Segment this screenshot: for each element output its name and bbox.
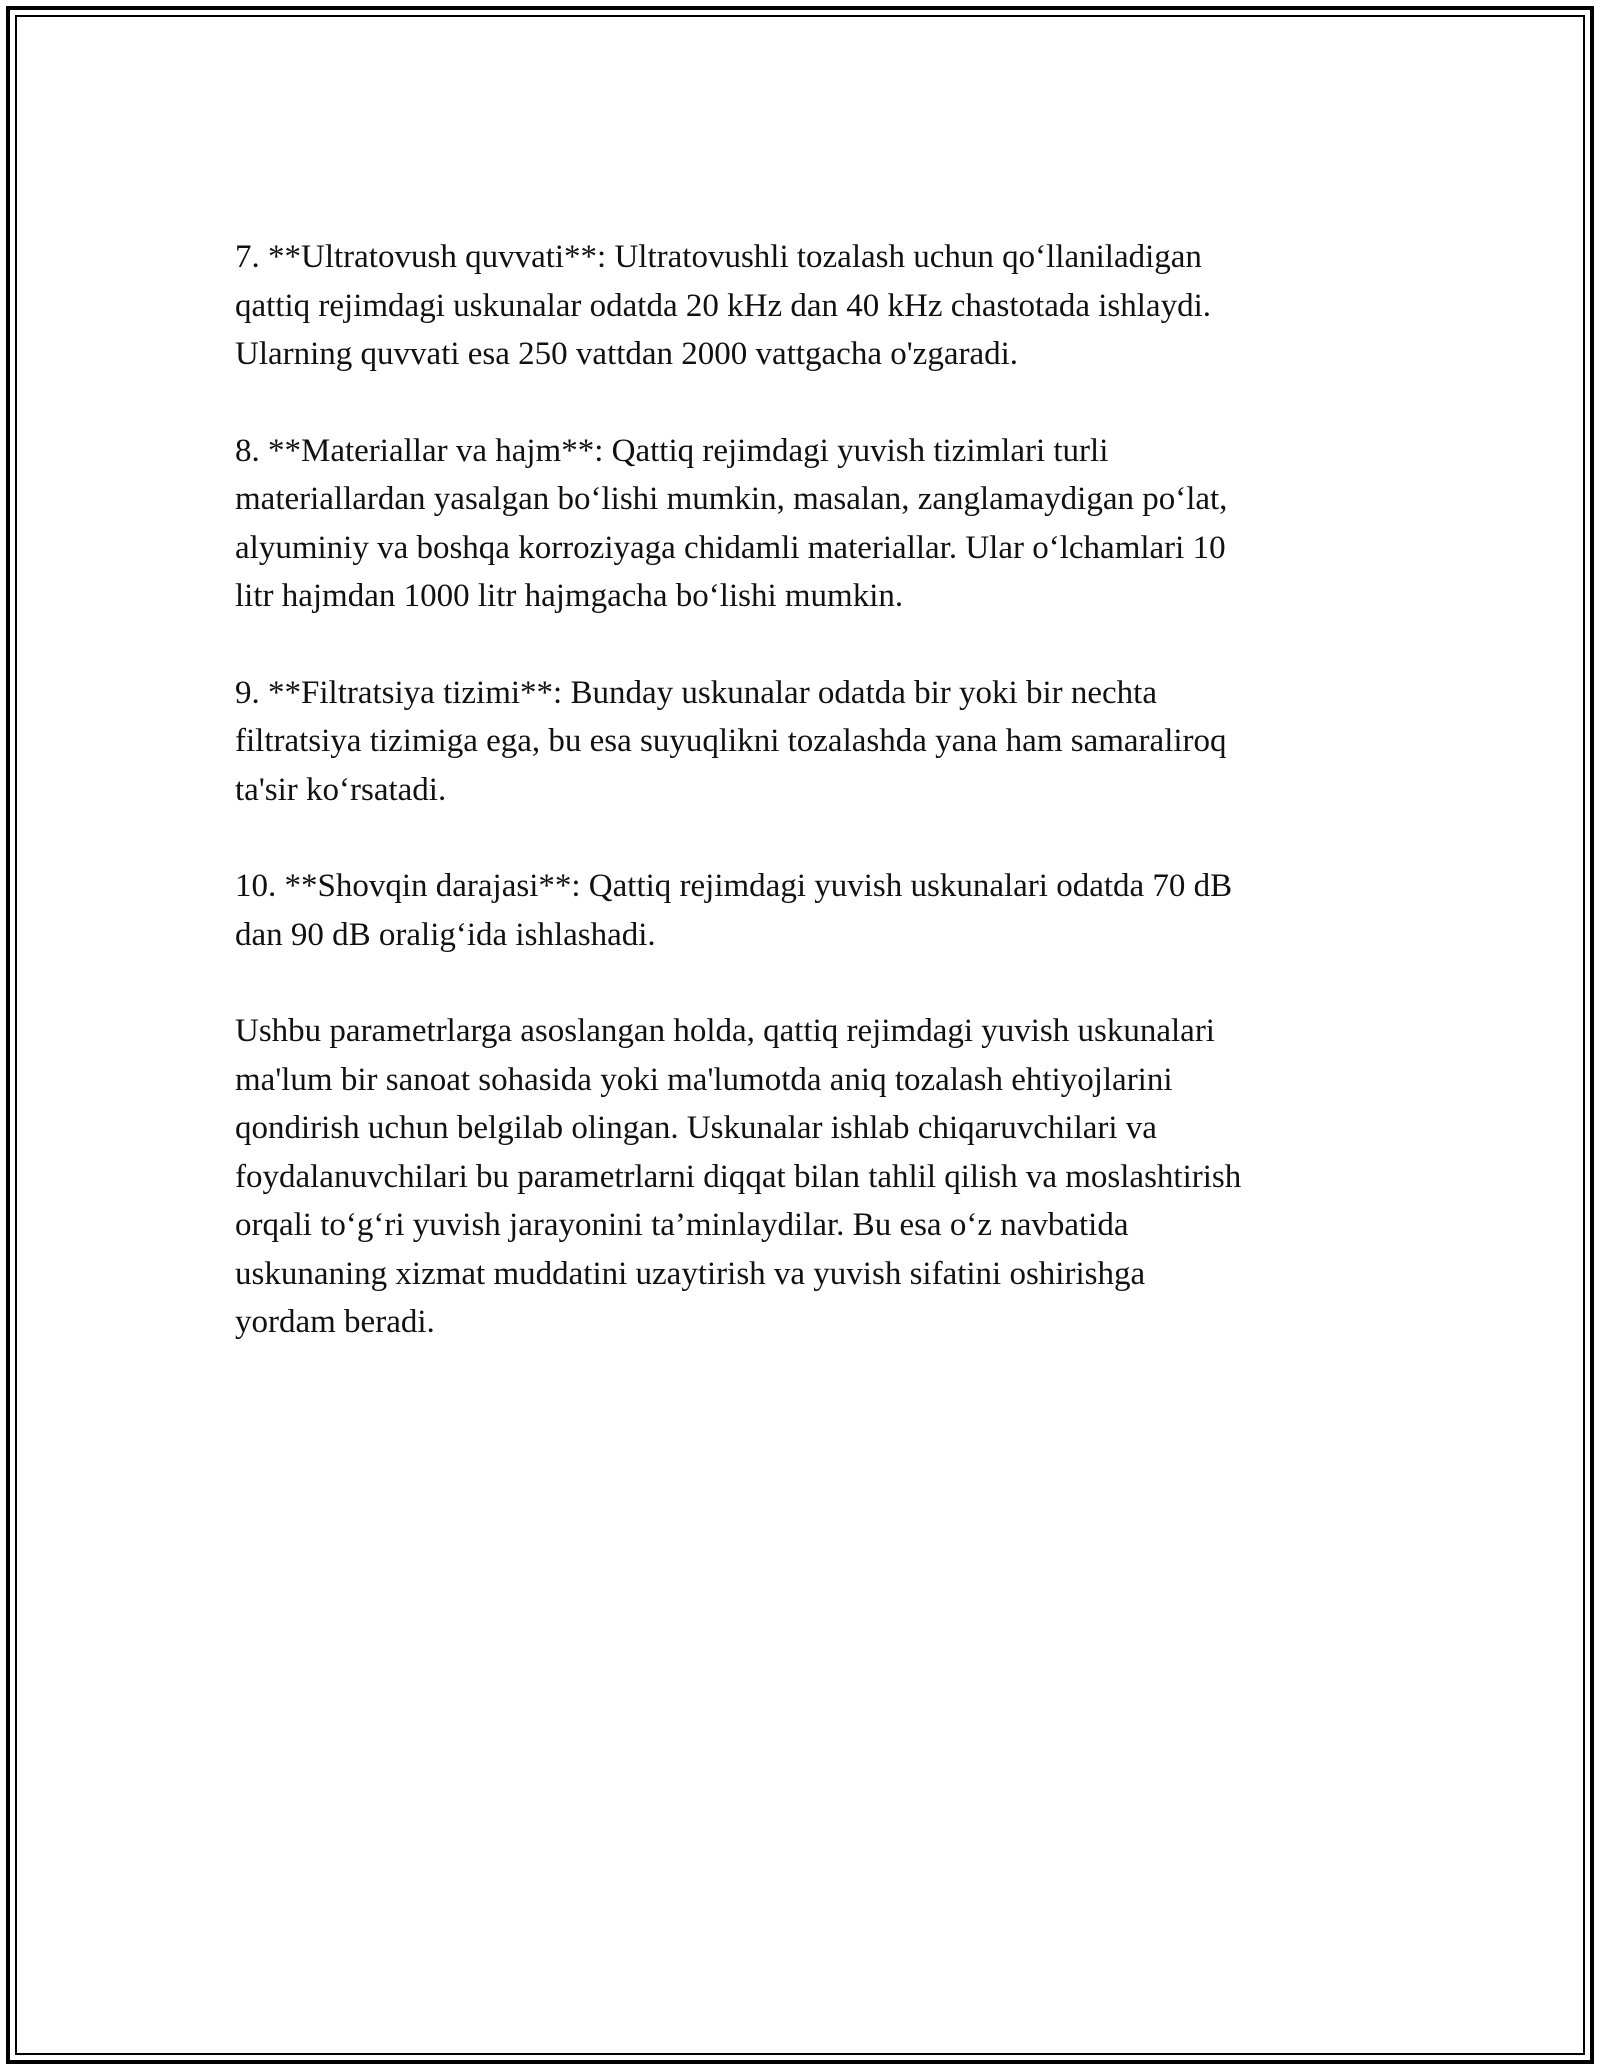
paragraph-materials-volume: 8. **Materiallar va hajm**: Qattiq rejimdagi yuvish tizimlari turli materiallardan yasalgan bo‘lishi mumkin, masalan, zanglamaydigan po‘lat, alyuminiy va boshqa korroziyaga chidamli materiallar. Ular o‘lchamlari 10 litr hajmdan 1000 litr hajmgacha bo‘lishi mumkin. [235, 432, 1228, 614]
paragraph-ultrasound-power: 7. **Ultratovush quvvati**: Ultratovushli tozalash uchun qo‘llaniladigan qattiq rejimdagi uskunalar odatda 20 kHz dan 40 kHz chastotada ishlaydi. Ularning quvvati esa 250 vattdan 2000 vattgacha o'zgaradi. [235, 239, 1211, 372]
paragraph-conclusion: Ushbu parametrlarga asoslangan holda, qattiq rejimdagi yuvish uskunalari ma'lum bir sanoat sohasida yoki ma'lumotda aniq tozalash ehtiyojlarini qondirish uchun belgilab olingan. Uskunalar ishlab chiqaruvchilari va foydalanuvchilari bu parametrlarni diqqat bilan tahlil qilish va moslashtirish orqali to‘g‘ri yuvish jarayonini ta’minlaydilar. Bu esa o‘z navbatida uskunaning xizmat muddatini uzaytirish va yuvish sifatini oshirishga yordam beradi. [235, 1013, 1242, 1340]
paragraph-noise-level: 10. **Shovqin darajasi**: Qattiq rejimdagi yuvish uskunalari odatda 70 dB dan 90 dB oralig‘ida ishlashadi. [235, 868, 1233, 953]
paragraph-filtration-system: 9. **Filtratsiya tizimi**: Bunday uskunalar odatda bir yoki bir nechta filtratsiya tizimiga ega, bu esa suyuqlikni tozalashda yana ham samaraliroq ta'sir ko‘rsatadi. [235, 674, 1227, 808]
document-body [235, 233, 1370, 1395]
